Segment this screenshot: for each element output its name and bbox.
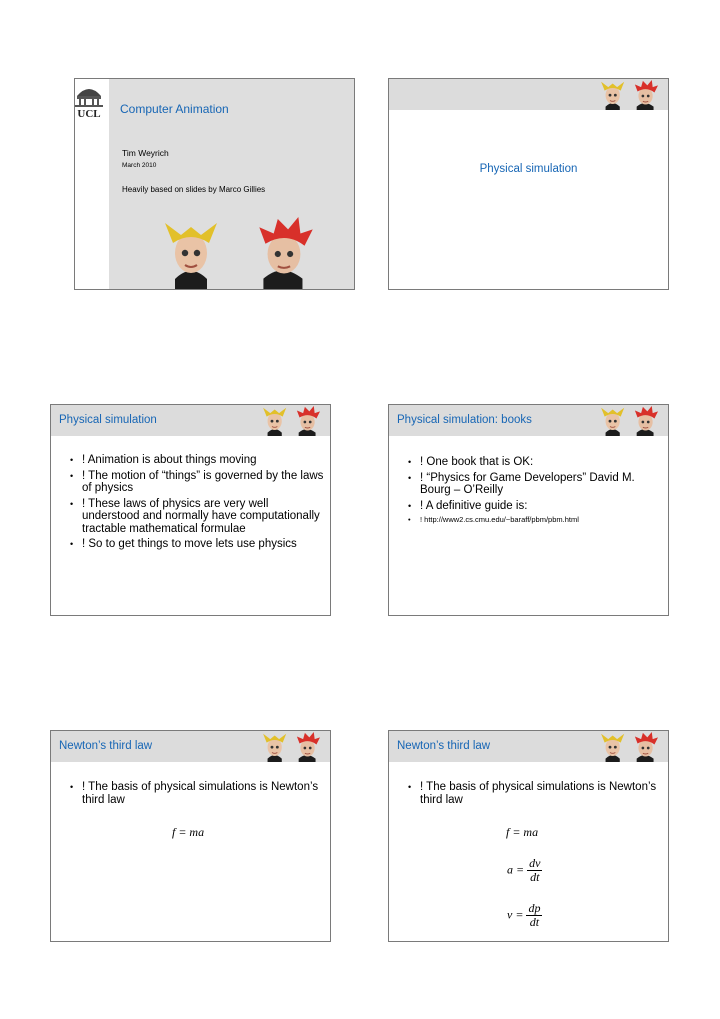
list-item: • ! A definitive guide is: [408,499,528,512]
bullet-list [70,454,325,554]
list-item: • ! The basis of physical simulations is Newton’s third law [408,781,657,806]
author-name: Tim Weyrich [122,148,169,158]
bullet-list [408,781,663,809]
numerator: dv [529,856,541,870]
equation-lhs: v = [507,907,524,922]
fraction [527,857,542,884]
denominator: dt [530,870,540,884]
equation-acceleration [507,857,542,884]
fraction [526,902,542,929]
denominator: dt [529,915,540,929]
slide-heading: Newton’s third law [397,740,491,752]
presentation-title: Computer Animation [120,102,229,116]
equation-velocity [507,902,542,929]
ucl-logo [74,84,111,120]
slide-newton-1 [50,730,331,942]
slide-books [388,404,669,616]
list-item: • ! The basis of physical simulations is Newton’s third law [70,781,319,806]
slide-heading: Physical simulation: books [397,414,532,426]
character-thumbnails [260,406,326,436]
equation-lhs: a = [507,862,525,877]
list-item: • ! These laws of physics are very well understood and normally have computationally tractable mathematical formulae [70,497,320,535]
list-item: • ! The motion of “things” is governed by the laws of physics [70,469,324,494]
list-item: • ! “Physics for Game Developers” David M. Bourg – O’Reilly [408,471,635,496]
character-thumbnails [598,80,664,110]
credit-text: Heavily based on slides by Marco Gillies [122,185,266,194]
list-item: • ! So to get things to move lets use physics [70,538,297,550]
slide-section [388,78,669,290]
character-thumbnails [260,732,326,762]
equation-force: f = ma [506,825,539,839]
character-thumbnails [598,406,664,436]
character-boy-image [253,217,317,290]
slide-title [74,78,355,290]
numerator: dp [528,901,541,915]
list-item: • ! One book that is OK: [408,456,534,468]
slide-heading: Newton’s third law [59,740,153,752]
bullet-list [408,456,663,527]
presentation-date: March 2010 [122,162,157,169]
slide-heading: Physical simulation [59,414,157,426]
section-title: Physical simulation [479,163,578,175]
book-link[interactable]: • ! http://www2.cs.cmu.edu/~baraff/pbm/pbm.html [408,515,579,524]
equation-force: f = ma [172,825,205,839]
list-item: • ! Animation is about things moving [70,454,257,466]
character-girl-image [163,219,225,290]
logo-text: UCL [77,108,101,120]
bullet-list [70,781,325,809]
character-thumbnails [598,732,664,762]
slide-physical-simulation [50,404,331,616]
slide-newton-2 [388,730,669,942]
